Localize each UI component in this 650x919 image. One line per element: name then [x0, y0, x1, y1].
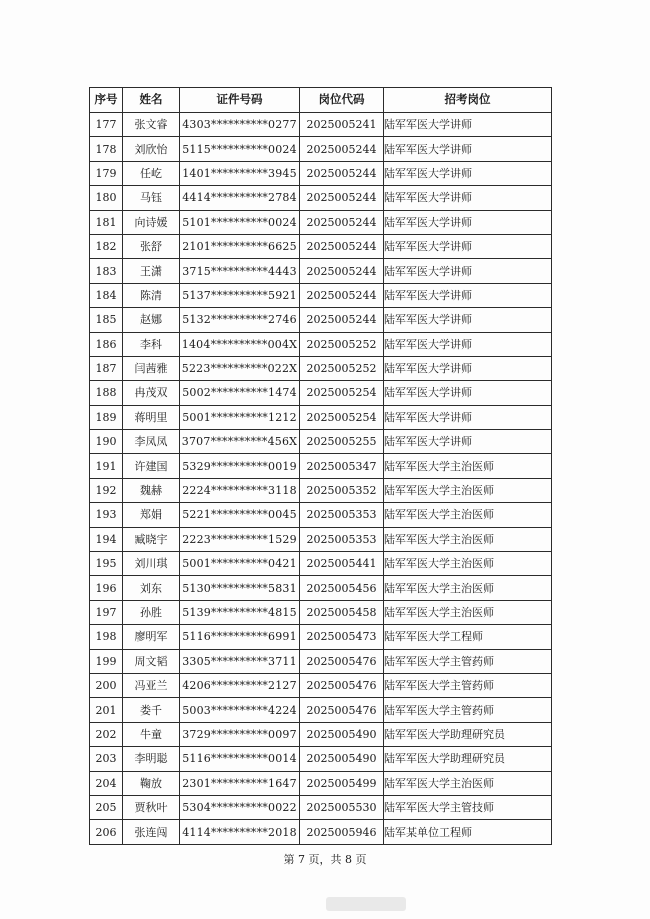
- row-post-title: 陆军军医大学讲师: [384, 113, 552, 137]
- row-post-title: 陆军军医大学讲师: [384, 332, 552, 356]
- row-post-title: 陆军军医大学讲师: [384, 186, 552, 210]
- row-id-number: 5139**********4815: [180, 600, 300, 624]
- table-row: [90, 722, 552, 746]
- row-id-number: 5132**********2746: [180, 308, 300, 332]
- table-row: [90, 625, 552, 649]
- row-post-code: 2025005458: [300, 600, 384, 624]
- row-seq: 180: [90, 186, 123, 210]
- row-id-number: 1401**********3945: [180, 161, 300, 185]
- row-post-code: 2025005353: [300, 527, 384, 551]
- row-post-title: 陆军军医大学工程师: [384, 625, 552, 649]
- header-post-title: 招考岗位: [384, 88, 552, 113]
- row-post-title: 陆军军医大学助理研究员: [384, 722, 552, 746]
- table-row: [90, 552, 552, 576]
- row-post-title: 陆军军医大学讲师: [384, 234, 552, 258]
- row-seq: 196: [90, 576, 123, 600]
- row-id-number: 3305**********3711: [180, 649, 300, 673]
- row-post-code: 2025005476: [300, 649, 384, 673]
- row-post-code: 2025005476: [300, 698, 384, 722]
- row-name: 许建国: [123, 454, 180, 478]
- row-post-code: 2025005244: [300, 137, 384, 161]
- row-name: 王潇: [123, 259, 180, 283]
- row-name: 贾秋叶: [123, 795, 180, 819]
- row-name: 廖明军: [123, 625, 180, 649]
- row-post-code: 2025005473: [300, 625, 384, 649]
- table-row: [90, 698, 552, 722]
- row-seq: 203: [90, 747, 123, 771]
- row-seq: 179: [90, 161, 123, 185]
- table-row: [90, 332, 552, 356]
- header-id-number: 证件号码: [180, 88, 300, 113]
- row-post-code: 2025005441: [300, 552, 384, 576]
- header-name: 姓名: [123, 88, 180, 113]
- table-body: [90, 113, 552, 845]
- row-id-number: 5116**********6991: [180, 625, 300, 649]
- table-row: [90, 381, 552, 405]
- row-seq: 187: [90, 356, 123, 380]
- row-seq: 190: [90, 430, 123, 454]
- row-post-title: 陆军军医大学讲师: [384, 356, 552, 380]
- table-row: [90, 405, 552, 429]
- row-post-title: 陆军军医大学讲师: [384, 308, 552, 332]
- row-id-number: 5002**********1474: [180, 381, 300, 405]
- table-row: [90, 308, 552, 332]
- row-post-code: 2025005499: [300, 771, 384, 795]
- row-name: 赵娜: [123, 308, 180, 332]
- table-row: [90, 649, 552, 673]
- table-row: [90, 795, 552, 819]
- row-seq: 193: [90, 503, 123, 527]
- row-post-code: 2025005476: [300, 673, 384, 697]
- row-post-code: 2025005244: [300, 161, 384, 185]
- row-id-number: 4114**********2018: [180, 820, 300, 844]
- table-row: [90, 478, 552, 502]
- row-seq: 182: [90, 234, 123, 258]
- row-id-number: 2224**********3118: [180, 478, 300, 502]
- table-row: [90, 210, 552, 234]
- row-post-code: 2025005255: [300, 430, 384, 454]
- row-post-code: 2025005244: [300, 234, 384, 258]
- row-id-number: 4206**********2127: [180, 673, 300, 697]
- table-row: [90, 430, 552, 454]
- row-name: 臧晓宇: [123, 527, 180, 551]
- row-name: 闫茜雅: [123, 356, 180, 380]
- row-post-title: 陆军军医大学讲师: [384, 283, 552, 307]
- row-name: 冯亚兰: [123, 673, 180, 697]
- table-row: [90, 186, 552, 210]
- watermark: [326, 897, 406, 911]
- row-name: 娄千: [123, 698, 180, 722]
- row-id-number: 2223**********1529: [180, 527, 300, 551]
- row-post-title: 陆军军医大学讲师: [384, 137, 552, 161]
- row-id-number: 5137**********5921: [180, 283, 300, 307]
- row-id-number: 5116**********0014: [180, 747, 300, 771]
- row-post-title: 陆军军医大学主管药师: [384, 649, 552, 673]
- row-seq: 197: [90, 600, 123, 624]
- row-post-title: 陆军军医大学主管药师: [384, 698, 552, 722]
- row-seq: 201: [90, 698, 123, 722]
- row-name: 刘东: [123, 576, 180, 600]
- row-seq: 191: [90, 454, 123, 478]
- applicant-table: [89, 87, 552, 845]
- row-seq: 205: [90, 795, 123, 819]
- row-name: 张舒: [123, 234, 180, 258]
- row-seq: 199: [90, 649, 123, 673]
- row-post-title: 陆军军医大学主治医师: [384, 552, 552, 576]
- header-post-code: 岗位代码: [300, 88, 384, 113]
- row-id-number: 5304**********0022: [180, 795, 300, 819]
- row-post-title: 陆军军医大学讲师: [384, 430, 552, 454]
- header-seq: 序号: [90, 88, 123, 113]
- table-row: [90, 747, 552, 771]
- table-row: [90, 259, 552, 283]
- row-seq: 188: [90, 381, 123, 405]
- row-id-number: 5221**********0045: [180, 503, 300, 527]
- row-name: 马钰: [123, 186, 180, 210]
- row-name: 鞠放: [123, 771, 180, 795]
- row-post-code: 2025005241: [300, 113, 384, 137]
- row-post-code: 2025005490: [300, 722, 384, 746]
- row-id-number: 5329**********0019: [180, 454, 300, 478]
- row-seq: 178: [90, 137, 123, 161]
- row-post-title: 陆军军医大学主治医师: [384, 503, 552, 527]
- row-post-title: 陆军军医大学讲师: [384, 381, 552, 405]
- row-seq: 194: [90, 527, 123, 551]
- row-seq: 186: [90, 332, 123, 356]
- table-row: [90, 356, 552, 380]
- row-post-title: 陆军军医大学主治医师: [384, 478, 552, 502]
- row-seq: 189: [90, 405, 123, 429]
- row-name: 任屹: [123, 161, 180, 185]
- row-post-code: 2025005530: [300, 795, 384, 819]
- row-post-code: 2025005254: [300, 405, 384, 429]
- row-post-code: 2025005244: [300, 259, 384, 283]
- row-name: 牛童: [123, 722, 180, 746]
- row-post-code: 2025005244: [300, 210, 384, 234]
- row-post-code: 2025005490: [300, 747, 384, 771]
- row-id-number: 2101**********6625: [180, 234, 300, 258]
- table-row: [90, 283, 552, 307]
- row-post-title: 陆军军医大学主管药师: [384, 673, 552, 697]
- row-name: 魏赫: [123, 478, 180, 502]
- row-seq: 181: [90, 210, 123, 234]
- row-seq: 204: [90, 771, 123, 795]
- row-name: 李明聪: [123, 747, 180, 771]
- row-post-code: 2025005353: [300, 503, 384, 527]
- table-row: [90, 600, 552, 624]
- row-seq: 177: [90, 113, 123, 137]
- row-post-code: 2025005252: [300, 356, 384, 380]
- table-row: [90, 454, 552, 478]
- row-name: 张连闯: [123, 820, 180, 844]
- row-name: 向诗媛: [123, 210, 180, 234]
- row-name: 郑娟: [123, 503, 180, 527]
- row-id-number: 5115**********0024: [180, 137, 300, 161]
- row-post-title: 陆军军医大学主治医师: [384, 600, 552, 624]
- row-id-number: 3707**********456X: [180, 430, 300, 454]
- row-name: 李凤凤: [123, 430, 180, 454]
- row-id-number: 5001**********1212: [180, 405, 300, 429]
- row-id-number: 2301**********1647: [180, 771, 300, 795]
- row-post-title: 陆军军医大学讲师: [384, 210, 552, 234]
- table-row: [90, 234, 552, 258]
- table-row: [90, 527, 552, 551]
- row-name: 刘川琪: [123, 552, 180, 576]
- row-post-title: 陆军军医大学主治医师: [384, 454, 552, 478]
- row-post-code: 2025005347: [300, 454, 384, 478]
- row-seq: 200: [90, 673, 123, 697]
- row-post-code: 2025005254: [300, 381, 384, 405]
- row-id-number: 5223**********022X: [180, 356, 300, 380]
- row-post-code: 2025005946: [300, 820, 384, 844]
- row-id-number: 5003**********4224: [180, 698, 300, 722]
- row-post-title: 陆军军医大学主治医师: [384, 527, 552, 551]
- row-name: 冉茂双: [123, 381, 180, 405]
- row-seq: 195: [90, 552, 123, 576]
- row-id-number: 1404**********004X: [180, 332, 300, 356]
- row-name: 刘欣怡: [123, 137, 180, 161]
- row-post-title: 陆军军医大学讲师: [384, 161, 552, 185]
- row-id-number: 5001**********0421: [180, 552, 300, 576]
- row-seq: 192: [90, 478, 123, 502]
- row-id-number: 3729**********0097: [180, 722, 300, 746]
- row-post-code: 2025005456: [300, 576, 384, 600]
- row-post-code: 2025005352: [300, 478, 384, 502]
- row-seq: 206: [90, 820, 123, 844]
- row-post-title: 陆军军医大学讲师: [384, 259, 552, 283]
- row-post-title: 陆军军医大学主管技师: [384, 795, 552, 819]
- page-number: 第 7 页，共 8 页: [283, 853, 367, 866]
- table-row: [90, 771, 552, 795]
- table-row: [90, 576, 552, 600]
- row-post-code: 2025005252: [300, 332, 384, 356]
- table-row: [90, 113, 552, 137]
- row-id-number: 5130**********5831: [180, 576, 300, 600]
- row-id-number: 3715**********4443: [180, 259, 300, 283]
- row-post-title: 陆军军医大学主治医师: [384, 771, 552, 795]
- row-post-code: 2025005244: [300, 308, 384, 332]
- row-post-title: 陆军军医大学讲师: [384, 405, 552, 429]
- row-post-title: 陆军某单位工程师: [384, 820, 552, 844]
- row-post-title: 陆军军医大学主治医师: [384, 576, 552, 600]
- row-name: 周文韬: [123, 649, 180, 673]
- row-id-number: 4414**********2784: [180, 186, 300, 210]
- row-name: 蒋明里: [123, 405, 180, 429]
- table-row: [90, 820, 552, 844]
- row-seq: 198: [90, 625, 123, 649]
- row-post-code: 2025005244: [300, 186, 384, 210]
- row-post-code: 2025005244: [300, 283, 384, 307]
- row-id-number: 5101**********0024: [180, 210, 300, 234]
- row-name: 张文睿: [123, 113, 180, 137]
- row-seq: 185: [90, 308, 123, 332]
- row-id-number: 4303**********0277: [180, 113, 300, 137]
- table-header-row: [90, 88, 552, 113]
- row-name: 孙胜: [123, 600, 180, 624]
- row-seq: 183: [90, 259, 123, 283]
- row-name: 李科: [123, 332, 180, 356]
- row-post-title: 陆军军医大学助理研究员: [384, 747, 552, 771]
- table-row: [90, 137, 552, 161]
- table-row: [90, 673, 552, 697]
- table-row: [90, 161, 552, 185]
- row-name: 陈清: [123, 283, 180, 307]
- row-seq: 202: [90, 722, 123, 746]
- row-seq: 184: [90, 283, 123, 307]
- table-row: [90, 503, 552, 527]
